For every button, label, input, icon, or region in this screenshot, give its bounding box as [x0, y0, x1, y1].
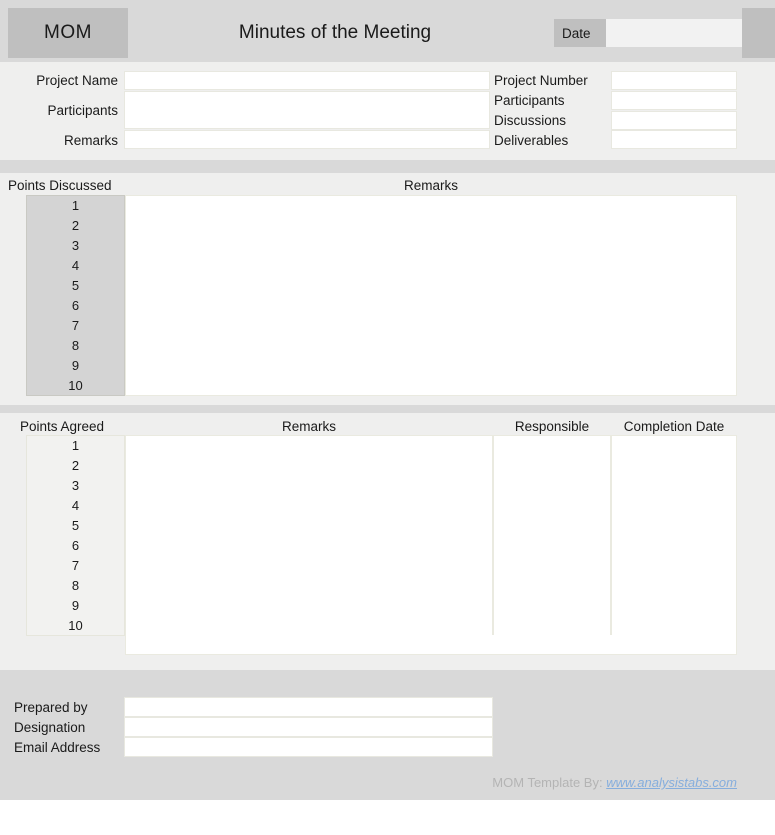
points-agreed-spacer-row[interactable]	[125, 635, 737, 655]
points-agreed-remarks-cell[interactable]	[125, 595, 493, 616]
points-agreed-remarks-cell[interactable]	[125, 475, 493, 496]
points-agreed-row-number: 3	[26, 475, 125, 496]
points-agreed-row-number: 5	[26, 515, 125, 536]
divider-band-1	[0, 160, 775, 173]
points-discussed-row-number: 4	[26, 255, 125, 276]
credit-text: MOM Template By:	[492, 775, 603, 790]
points-agreed-panel	[0, 413, 775, 670]
points-discussed-row-number: 5	[26, 275, 125, 296]
points-agreed-responsible-cell[interactable]	[493, 515, 611, 536]
input-email-address[interactable]	[124, 737, 493, 757]
points-agreed-responsible-cell[interactable]	[493, 435, 611, 456]
points-agreed-completion-date-cell[interactable]	[611, 475, 737, 496]
input-participants-right[interactable]	[611, 91, 737, 110]
points-discussed-remarks-cell[interactable]	[125, 255, 737, 276]
points-discussed-remarks-cell[interactable]	[125, 355, 737, 376]
points-agreed-row-number: 10	[26, 615, 125, 636]
points-agreed-responsible-cell[interactable]	[493, 615, 611, 636]
info-panel	[0, 62, 775, 160]
points-discussed-row-number: 1	[26, 195, 125, 216]
label-project-number: Project Number	[494, 72, 588, 88]
points-agreed-completion-date-cell[interactable]	[611, 515, 737, 536]
points-agreed-remarks-cell[interactable]	[125, 615, 493, 636]
points-agreed-responsible-cell[interactable]	[493, 455, 611, 476]
input-deliverables[interactable]	[611, 130, 737, 149]
points-agreed-completion-date-cell[interactable]	[611, 615, 737, 636]
page-title: Minutes of the Meeting	[238, 22, 432, 43]
points-agreed-responsible-cell[interactable]	[493, 475, 611, 496]
points-discussed-row-number: 8	[26, 335, 125, 356]
points-discussed-remarks-cell[interactable]	[125, 375, 737, 396]
points-agreed-completion-date-cell[interactable]	[611, 435, 737, 456]
points-discussed-remarks-cell[interactable]	[125, 235, 737, 256]
points-agreed-remarks-cell[interactable]	[125, 515, 493, 536]
points-agreed-responsible-cell[interactable]	[493, 595, 611, 616]
points-discussed-row-number: 2	[26, 215, 125, 236]
label-prepared-by: Prepared by	[14, 699, 88, 715]
points-agreed-row-number: 6	[26, 535, 125, 556]
points-agreed-responsible-cell[interactable]	[493, 495, 611, 516]
points-discussed-col-remarks: Remarks	[403, 177, 458, 193]
label-remarks-left: Remarks	[63, 132, 118, 148]
label-deliverables: Deliverables	[494, 132, 569, 148]
points-agreed-completion-date-cell[interactable]	[611, 495, 737, 516]
points-agreed-row-number: 1	[26, 435, 125, 456]
points-agreed-remarks-cell[interactable]	[125, 575, 493, 596]
points-agreed-responsible-cell[interactable]	[493, 555, 611, 576]
points-agreed-completion-date-cell[interactable]	[611, 535, 737, 556]
date-input[interactable]	[606, 19, 742, 47]
points-agreed-row-number: 9	[26, 595, 125, 616]
points-discussed-remarks-cell[interactable]	[125, 215, 737, 236]
points-discussed-row-number: 3	[26, 235, 125, 256]
points-agreed-completion-date-cell[interactable]	[611, 555, 737, 576]
input-designation[interactable]	[124, 717, 493, 737]
points-discussed-row-number: 6	[26, 295, 125, 316]
points-agreed-remarks-cell[interactable]	[125, 535, 493, 556]
header-right-block	[742, 8, 775, 58]
points-discussed-panel	[0, 173, 775, 405]
input-discussions[interactable]	[611, 111, 737, 130]
points-agreed-col-remarks: Remarks	[281, 418, 336, 434]
points-agreed-completion-date-cell[interactable]	[611, 455, 737, 476]
points-agreed-remarks-cell[interactable]	[125, 495, 493, 516]
label-discussions: Discussions	[494, 112, 567, 128]
input-remarks-left[interactable]	[124, 130, 490, 149]
credit-link[interactable]: www.analysistabs.com	[606, 775, 737, 790]
points-agreed-col-completion-date: Completion Date	[623, 418, 725, 434]
points-discussed-remarks-cell[interactable]	[125, 295, 737, 316]
input-prepared-by[interactable]	[124, 697, 493, 717]
points-agreed-remarks-cell[interactable]	[125, 455, 493, 476]
points-agreed-remarks-cell[interactable]	[125, 555, 493, 576]
points-discussed-row-number: 9	[26, 355, 125, 376]
points-discussed-remarks-cell[interactable]	[125, 195, 737, 216]
input-project-name[interactable]	[124, 71, 490, 90]
header-bar	[0, 0, 775, 62]
mom-badge: MOM	[8, 8, 128, 58]
points-agreed-responsible-cell[interactable]	[493, 575, 611, 596]
points-discussed-remarks-cell[interactable]	[125, 315, 737, 336]
label-designation: Designation	[14, 719, 86, 735]
points-discussed-row-number: 7	[26, 315, 125, 336]
points-agreed-row-number: 2	[26, 455, 125, 476]
points-agreed-row-number: 8	[26, 575, 125, 596]
points-agreed-completion-date-cell[interactable]	[611, 595, 737, 616]
label-participants-right: Participants	[494, 92, 565, 108]
points-discussed-title: Points Discussed	[8, 177, 112, 193]
points-agreed-completion-date-cell[interactable]	[611, 575, 737, 596]
label-email-address: Email Address	[14, 739, 101, 755]
input-project-number[interactable]	[611, 71, 737, 90]
points-agreed-col-responsible: Responsible	[514, 418, 590, 434]
points-discussed-remarks-cell[interactable]	[125, 275, 737, 296]
points-agreed-title: Points Agreed	[20, 418, 105, 434]
points-agreed-responsible-cell[interactable]	[493, 535, 611, 556]
footer-panel	[0, 670, 775, 800]
points-agreed-row-number: 4	[26, 495, 125, 516]
input-participants-left[interactable]	[124, 91, 490, 129]
credit-line	[492, 775, 737, 790]
points-agreed-remarks-cell[interactable]	[125, 435, 493, 456]
divider-band-2	[0, 405, 775, 413]
date-label: Date	[554, 19, 606, 47]
label-participants-left: Participants	[47, 102, 118, 118]
points-agreed-row-number: 7	[26, 555, 125, 576]
points-discussed-remarks-cell[interactable]	[125, 335, 737, 356]
points-discussed-row-number: 10	[26, 375, 125, 396]
label-project-name: Project Name	[36, 72, 118, 88]
